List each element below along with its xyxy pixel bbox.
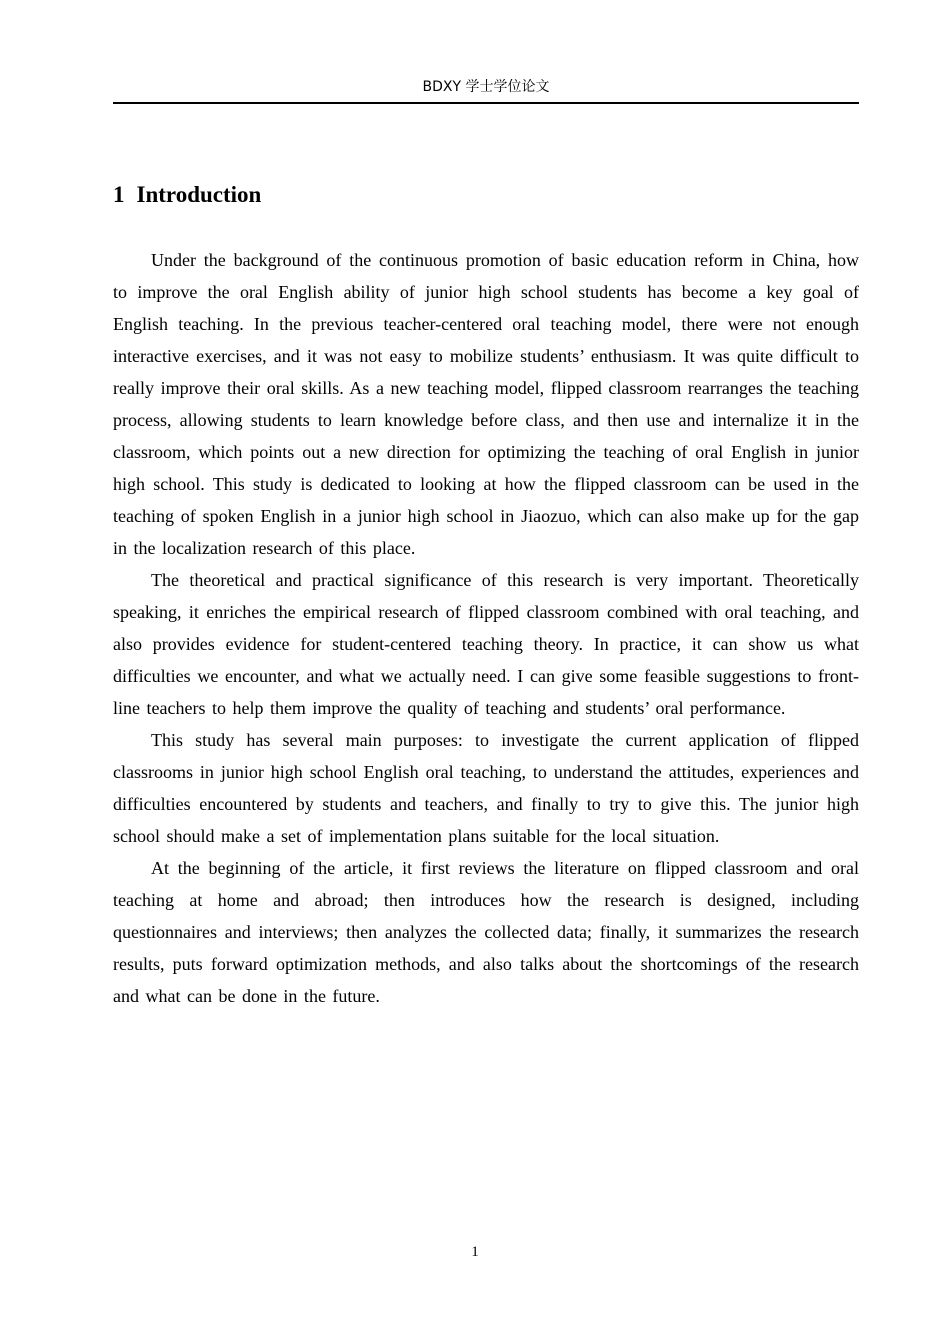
body-text <box>113 244 859 1012</box>
header-title: BDXY 学士学位论文 <box>422 79 550 95</box>
section-title: Introduction <box>136 182 262 207</box>
page-header <box>113 76 859 104</box>
section-number: 1 <box>113 182 125 207</box>
paragraph-purposes: This study has several main purposes: to investigate the current application of flipped classrooms in junior high school English oral teaching, to understand the attitudes, experiences and difficulties encountered by students and teachers, and finally to try to give this. The junior high school should make a set of implementation plans suitable for the local situation. <box>113 730 859 846</box>
section-heading <box>113 180 261 210</box>
paragraph-structure: At the beginning of the article, it first reviews the literature on flipped classroom and oral teaching at home and abroad; then introduces how the research is designed, including questionnaires and interviews; then analyzes the collected data; finally, it summarizes the research results, puts forward optimization methods, and also talks about the shortcomings of the research and what can be done in the future. <box>113 858 859 1006</box>
paragraph-significance: The theoretical and practical significance of this research is very important. Theoretically speaking, it enriches the empirical research of flipped classroom combined with oral teaching, and also provides evidence for student-centered teaching theory. In practice, it can show us what difficulties we encounter, and what we actually need. I can give some feasible suggestions to front-line teachers to help them improve the quality of teaching and students’ oral performance. <box>113 570 859 718</box>
page-number: 1 <box>471 1244 479 1260</box>
paragraph-background: Under the background of the continuous promotion of basic education reform in China, how to improve the oral English ability of junior high school students has become a key goal of English teaching. In the previous teacher-centered oral teaching model, there were not enough interactive exercises, and it was not easy to mobilize students’ enthusiasm. It was quite difficult to really improve their oral skills. As a new teaching model, flipped classroom rearranges the teaching process, allowing students to learn knowledge before class, and then use and internalize it in the classroom, which points out a new direction for optimizing the teaching of oral English in junior high school. This study is dedicated to looking at how the flipped classroom can be used in the teaching of spoken English in a junior high school in Jiaozuo, which can also make up for the gap in the localization research of this place. <box>113 250 859 558</box>
